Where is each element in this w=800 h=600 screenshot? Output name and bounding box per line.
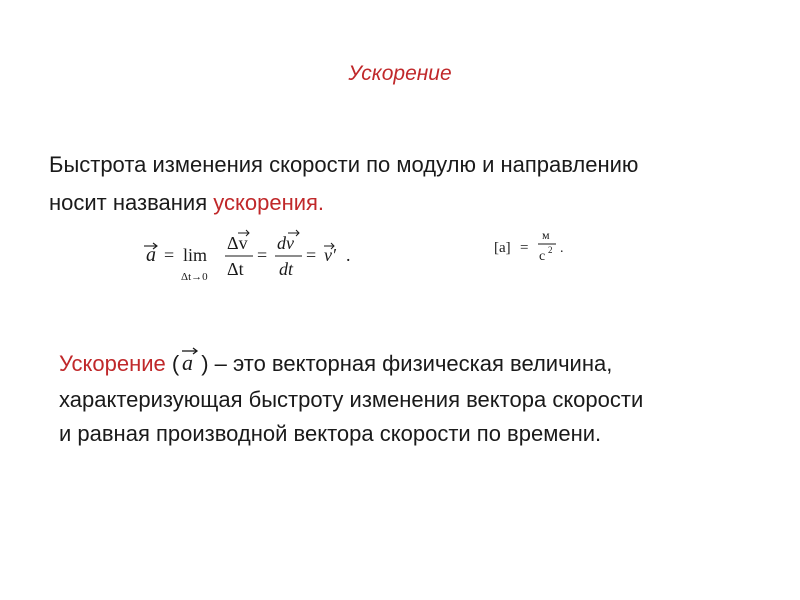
definition-line-1: Быстрота изменения скорости по модулю и направлению [49,152,639,177]
definition-line-2-plain: носит названия [49,190,214,215]
definition-text [49,146,749,222]
paragraph-line-2: характеризующая быстроту изменения вектора скорости [59,387,644,412]
formula-lim: lim [183,245,208,265]
paragraph-line-3: и равная производной вектора скорости по времени. [59,421,602,446]
formula-num-1: Δv [227,233,248,253]
unit-den-exp: 2 [548,245,553,255]
formula-end: . [346,245,351,265]
formula-lhs: a [146,244,156,266]
paragraph-open-paren: ( [165,351,180,376]
definition-paragraph [59,345,759,451]
formula-den-1: Δt [227,259,244,279]
formula-lim-sub: Δt→0 [181,271,208,283]
unit-den: с [539,249,546,264]
formula-rhs: v′ [324,245,336,265]
unit-eq: = [520,240,529,256]
paragraph-line-1 [59,345,759,383]
slide-title: Ускорение [348,62,452,85]
formula-eq-3: = [306,245,317,265]
unit-formula [490,222,590,274]
formula-num-2: dv [277,233,294,253]
formula-eq-1: = [164,245,175,265]
vector-a-letter: a [182,350,194,373]
definition-line-2 [49,184,749,222]
formula-eq-2: = [257,245,268,265]
paragraph-line-1-rest: ) – это векторная физическая величина, [201,351,613,376]
formula-den-2: dt [279,259,294,279]
unit-num: м [542,228,550,242]
definition-term: ускорения. [213,190,325,215]
paragraph-term: Ускорение [59,351,166,376]
vector-a-symbol [179,345,201,383]
acceleration-formula [138,224,378,290]
unit-lhs: [a] [494,240,511,256]
unit-end: . [560,241,564,256]
